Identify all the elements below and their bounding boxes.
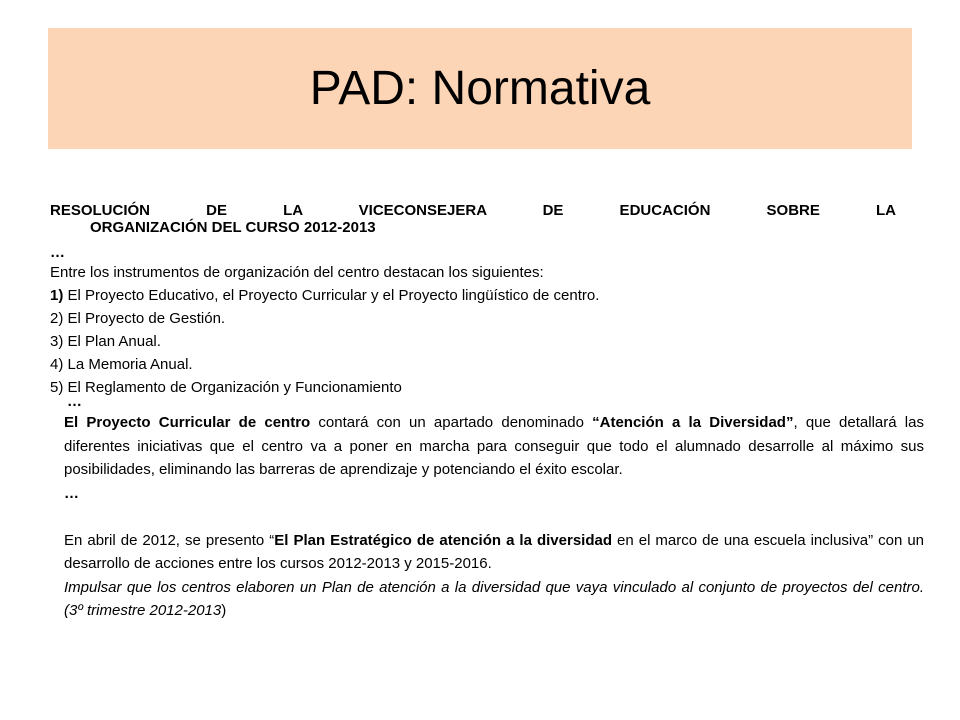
plan-paragraph bbox=[64, 529, 924, 576]
list-item bbox=[50, 309, 896, 329]
instruments-list bbox=[50, 263, 896, 398]
item-number: 3) bbox=[50, 333, 64, 350]
list-item bbox=[50, 355, 896, 375]
list-item bbox=[50, 286, 896, 306]
resolution-heading: RESOLUCIÓN DE LA VICECONSEJERA DE EDUCACIÓN SOBRE LA bbox=[50, 202, 896, 219]
curricular-bold-start: El Proyecto Curricular de centro bbox=[64, 414, 311, 431]
item-text: El Plan Anual. bbox=[63, 333, 161, 350]
plan-goal-paragraph bbox=[64, 576, 924, 623]
plan-text-1: En abril de 2012, se presento “ bbox=[64, 531, 275, 549]
item-text: El Reglamento de Organización y Funcionamiento bbox=[63, 379, 402, 396]
diversity-quote: “Atención a la Diversidad” bbox=[592, 414, 794, 431]
resolution-section bbox=[50, 202, 896, 398]
resolution-ellipsis: … bbox=[50, 244, 65, 261]
item-text: La Memoria Anual. bbox=[63, 356, 193, 373]
item-text: El Proyecto Educativo, el Proyecto Curricular y el Proyecto lingüístico de centro. bbox=[63, 287, 600, 304]
title-banner bbox=[48, 28, 912, 149]
plan-italic: Impulsar que los centros elaboren un Plan de atención a la diversidad que vaya vinculado al conjunto de proyectos del centro. (3º trimestre 2012-2013 bbox=[64, 578, 924, 619]
items-ellipsis: … bbox=[67, 393, 82, 410]
curricular-text-2: , que detallará las diferentes iniciativas que el centro va a poner en marcha para conseguir que todo el alumnado desarrolle al máximo sus posibilidades, eliminando las barreras de aprendizaje y potenciando el éxito escolar. bbox=[64, 414, 924, 478]
curricular-ellipsis: … bbox=[64, 484, 79, 502]
list-item bbox=[50, 378, 896, 398]
resolution-heading-line2: ORGANIZACIÓN DEL CURSO 2012-2013 bbox=[90, 219, 376, 236]
instruments-intro: Entre los instrumentos de organización del centro destacan los siguientes: bbox=[50, 264, 544, 281]
item-text: El Proyecto de Gestión. bbox=[63, 310, 226, 327]
curricular-section bbox=[64, 393, 925, 623]
list-item bbox=[50, 332, 896, 352]
item-number: 1) bbox=[50, 287, 64, 304]
item-number: 5) bbox=[50, 379, 64, 396]
curricular-paragraph bbox=[64, 411, 924, 482]
plan-closing: ) bbox=[221, 602, 227, 619]
spacer bbox=[64, 505, 924, 529]
plan-text-2: en el marco de una escuela inclusiva” con un desarrollo de acciones entre los cursos 2012-2013 y 2015-2016. bbox=[64, 531, 925, 572]
slide-title: PAD: Normativa bbox=[309, 62, 651, 115]
item-number: 4) bbox=[50, 356, 64, 373]
plan-bold: El Plan Estratégico de atención a la diversidad bbox=[274, 531, 612, 549]
curricular-text-1: contará con un apartado denominado bbox=[310, 414, 593, 431]
item-number: 2) bbox=[50, 310, 64, 327]
